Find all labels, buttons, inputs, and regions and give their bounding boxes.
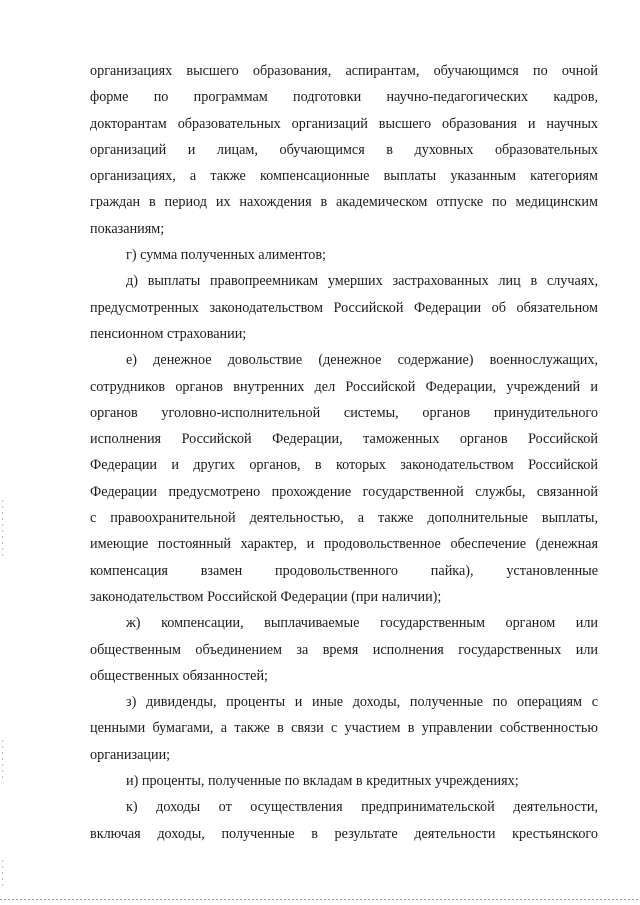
paragraph [90,242,598,268]
text-line: е) денежное довольствие (денежное содержание) военнослужащих, [126,352,598,369]
text-line: ценными бумагами, а также в связи с участием в управлении собственностью [90,720,598,737]
text-line: и) проценты, полученные по вкладам в кредитных учреждениях; [126,773,519,790]
text-line: д) выплаты правопреемникам умерших застрахованных лиц в случаях, [126,273,598,290]
text-line: сотрудников органов внутренних дел Российской Федерации, учреждений и [90,378,598,395]
text-line: пенсионном страховании; [90,325,247,342]
paragraph [90,347,598,610]
text-line: Федерации и других органов, в которых законодательством Российской [90,457,598,474]
text-line: з) дивиденды, проценты и иные доходы, полученные по операциям с [126,694,598,711]
scan-margin-artifact [2,500,3,560]
text-line: организаций и лицам, обучающимся в духовных образовательных [90,141,598,158]
text-line: форме по программам подготовки научно-педагогических кадров, [90,89,598,106]
text-line: показаниям; [90,220,165,237]
text-line: организациях высшего образования, аспирантам, обучающимся по очной [90,63,598,79]
paragraph [90,689,598,768]
text-line: компенсация взамен продовольственного пайка), установленные [90,562,598,579]
paragraph [90,794,598,847]
scan-margin-artifact [2,860,3,890]
text-line: ж) компенсации, выплачиваемые государственным органом или [126,615,598,632]
text-line: докторантам образовательных организаций высшего образования и научных [90,115,598,132]
paragraph [90,268,598,347]
paragraph [90,58,598,242]
text-line: общественных обязанностей; [90,667,269,684]
text-line: исполнения Российской Федерации, таможенных органов Российской [90,431,598,448]
paragraph [90,768,598,794]
text-line: организации; [90,746,171,763]
text-line: организациях, а также компенсационные выплаты указанным категориям [90,168,598,185]
text-line: имеющие постоянный характер, и продовольственное обеспечение (денежная [90,536,598,553]
paragraph [90,610,598,689]
text-line: органов уголовно-исполнительной системы, органов принудительного [90,404,598,421]
scan-margin-artifact [2,740,3,780]
text-line: к) доходы от осуществления предпринимательской деятельности, [126,799,598,816]
text-line: Федерации предусмотрено прохождение государственной службы, связанной [90,483,598,500]
text-line: с правоохранительной деятельностью, а также дополнительные выплаты, [90,510,598,527]
text-line: включая доходы, полученные в результате деятельности крестьянского [90,825,598,842]
scan-bottom-edge [0,899,640,900]
text-line: общественным объединением за время исполнения государственных или [90,641,598,658]
text-line: г) сумма полученных алиментов; [126,247,326,264]
text-line: законодательством Российской Федерации (при наличии); [90,588,442,605]
document-page [90,58,598,847]
text-line: предусмотренных законодательством Российской Федерации об обязательном [90,299,598,316]
text-line: граждан в период их нахождения в академическом отпуске по медицинским [90,194,598,211]
